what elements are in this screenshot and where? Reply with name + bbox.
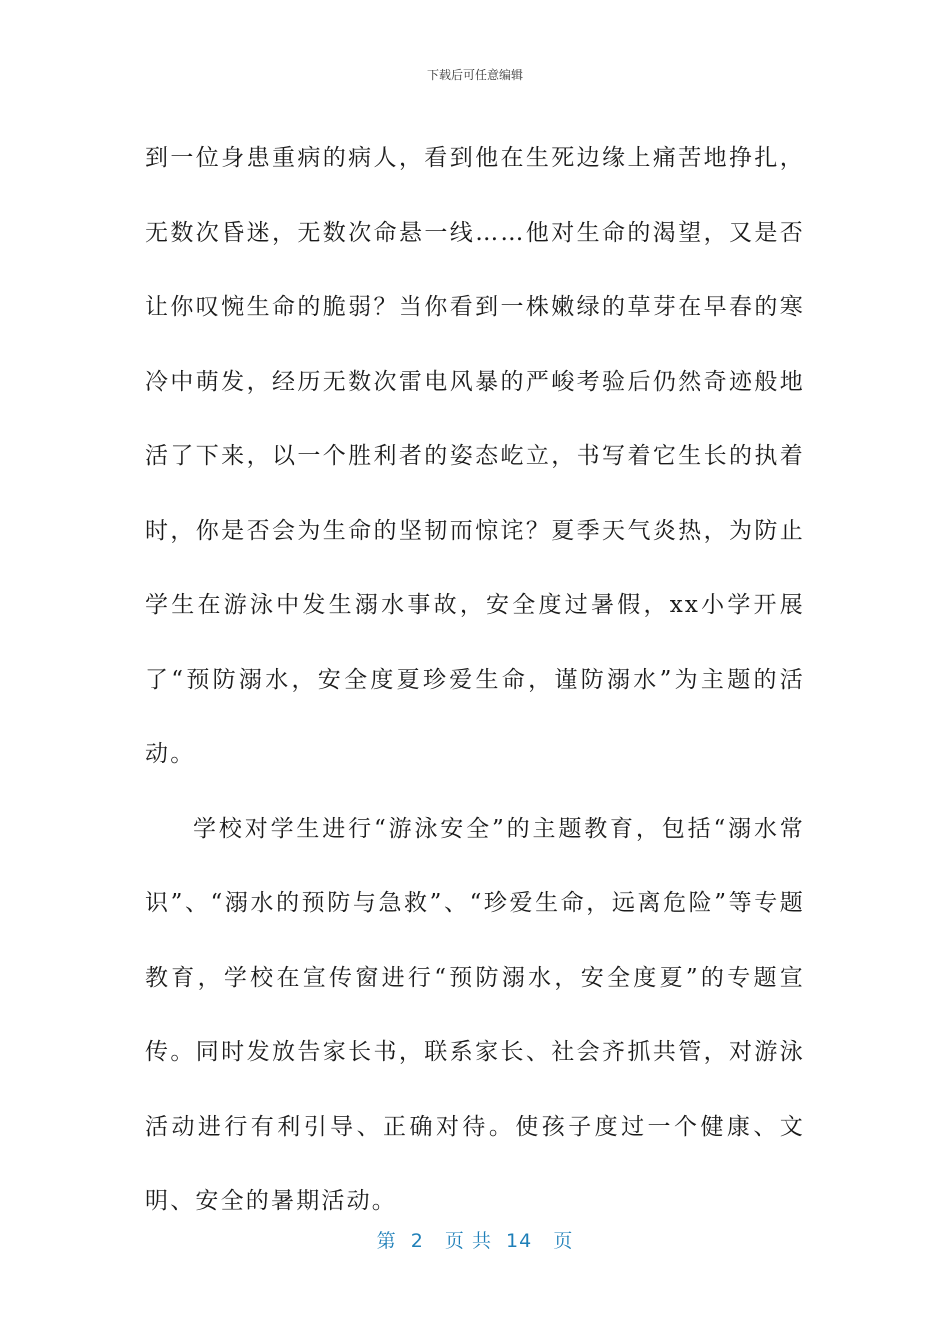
page-number-footer: 第 2 页 共 14 页 (376, 1230, 574, 1252)
document-body (145, 121, 805, 1239)
header-note: 下载后可任意编辑 (426, 68, 523, 82)
paragraph-continued: 到一位身患重病的病人，看到他在生死边缘上痛苦地挣扎，无数次昏迷，无数次命悬一线……他对生命的渴望，又是否让你叹惋生命的脆弱？当你看到一株嫩绿的草芽在早春的寒冷中萌发，经历无数次雷电风暴的严峻考验后仍然奇迹般地活了下来，以一个胜利者的姿态屹立，书写着它生长的执着时，你是否会为生命的坚韧而惊诧？夏季天气炎热，为防止学生在游泳中发生溺水事故，安全度过暑假，xx小学开展了“预防溺水，安全度夏珍爱生命，谨防溺水”为主题的活动。 (145, 145, 805, 767)
paragraph-school-education: 学校对学生进行“游泳安全”的主题教育，包括“溺水常识”、“溺水的预防与急救”、“珍爱生命，远离危险”等专题教育，学校在宣传窗进行“预防溺水，安全度夏”的专题宣传。同时发放告家长书，联系家长、社会齐抓共管，对游泳活动进行有利引导、正确对待。使孩子度过一个健康、文明、安全的暑期活动。 (145, 815, 805, 1214)
